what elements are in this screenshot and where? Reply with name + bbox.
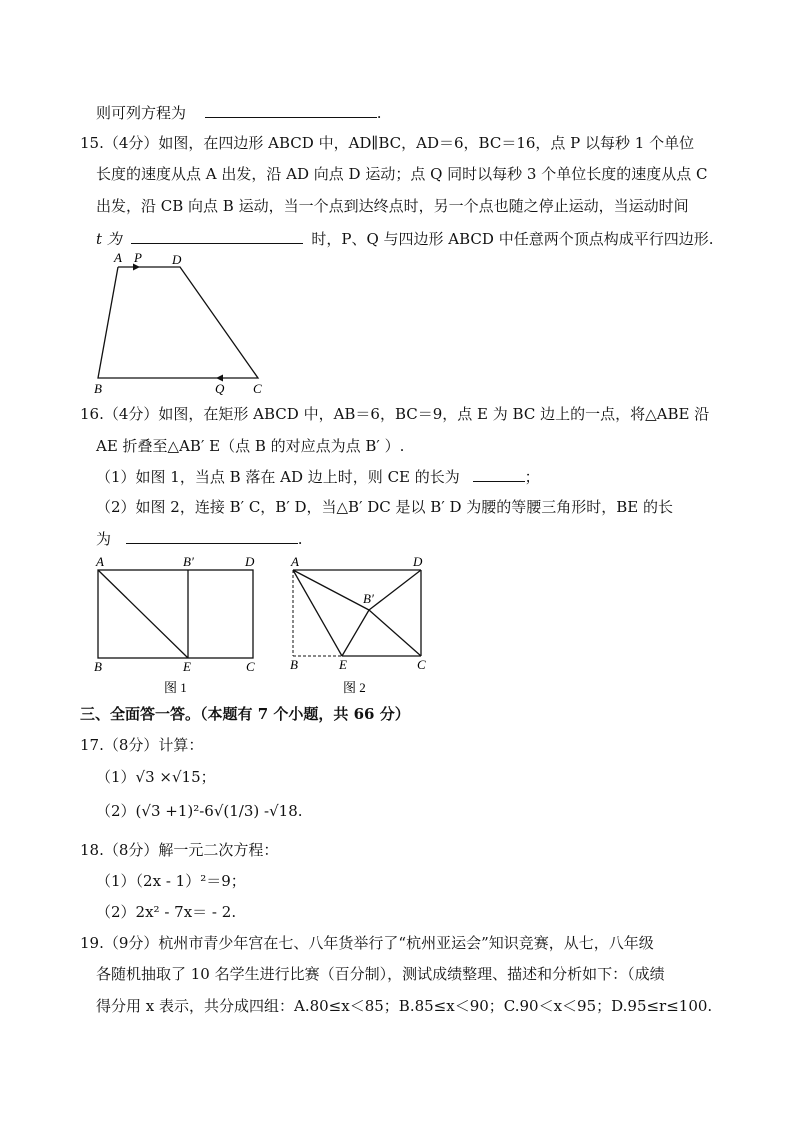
q16-part-2-cont [96,528,303,549]
fig2-C: C [417,657,426,672]
q14-continuation [96,102,382,123]
q15-line-4 [96,228,713,249]
label-P: P [134,250,142,265]
q18-part-1: （1）（2x - 1）²＝9； [96,872,246,890]
fig1-D: D [245,554,255,569]
q16-line-1: 16.（4分）如图，在矩形 ABCD 中，AB＝6，BC＝9，点 E 为 BC 边上的一点，将△ABE 沿 [80,405,710,423]
rect-ABCD [98,570,253,658]
q15-line-2: 长度的速度从点 A 出发，沿 AD 向点 D 运动；点 Q 同时以每秒 3 个单位长度的速度从点 C [96,165,708,183]
fold-line-AE [98,570,188,658]
q17-title: 17.（8分）计算： [80,736,204,754]
fig1-Bp: B′ [183,554,194,569]
q16-part-2-end: . [297,530,303,548]
label-D: D [172,252,182,267]
q17-part-1: （1）√3 ×√15； [96,768,216,786]
q19-line-3: 得分用 x 表示，共分成四组：A.80≤x＜85；B.85≤x＜90；C.90＜x＜95；D.95≤r≤100. [96,997,713,1015]
q15-line-1: 15.（4分）如图，在四边形 ABCD 中，AD∥BC，AD＝6，BC＝16，点 P 以每秒 1 个单位 [80,134,695,152]
q16-part-1-end: ； [524,468,540,486]
q16-part-2-lead: 为 [96,530,112,548]
q16-line-2: AE 折叠至△AB′ E（点 B 的对应点为点 B′ ）. [96,437,405,455]
q14-text: 则可列方程为 [96,104,187,122]
segment-BpC [369,610,421,656]
q15-t-label: t 为 [96,230,122,248]
q17-part-2: （2）(√3 +1)²-6√(1/3) -√18. [96,802,303,820]
q16-part-1 [96,466,540,487]
q16-part-1-text: （1）如图 1，当点 B 落在 AD 边上时，则 CE 的长为 [96,468,460,486]
q18-title: 18.（8分）解一元二次方程： [80,841,279,859]
q16-part-1-blank[interactable] [473,466,525,482]
fig1-E: E [183,659,191,674]
fig2-E: E [339,657,347,672]
label-C: C [253,381,262,396]
q15-answer-blank[interactable] [131,228,303,244]
label-A: A [114,250,122,265]
q14-answer-blank[interactable] [205,102,377,118]
fig1-caption: 图 1 [164,680,187,695]
q16-part-2: （2）如图 2，连接 B′ C，B′ D，当△B′ DC 是以 B′ D 为腰的等腰三角形时，BE 的长 [96,498,674,516]
fig2-Bp: B′ [363,591,374,606]
q15-trapezoid-figure [88,248,278,396]
q15-line-3: 出发，沿 CB 向点 B 运动，当一个点到达终点时，另一个点也随之停止运动，当运动时间 [96,197,689,215]
fig1-A: A [96,554,104,569]
q14-period: . [376,104,382,122]
q19-line-2: 各随机抽取了 10 名学生进行比赛（百分制），测试成绩整理、描述和分析如下：（成绩 [96,965,665,983]
label-B: B [94,381,102,396]
q19-line-1: 19.（9分）杭州市青少年宫在七、八年货举行了“杭州亚运会”知识竞赛，从七，八年级 [80,934,654,952]
fig2-A: A [291,554,299,569]
q18-part-2: （2）2x² - 7x＝ - 2. [96,903,237,921]
segment-BpD [369,570,421,610]
q15-line-4-tail: 时，P、Q 与四边形 ABCD 中任意两个顶点构成平行四边形. [311,230,714,248]
label-Q: Q [215,381,225,396]
fig1-C: C [246,659,255,674]
fig2-B: B [290,657,298,672]
section-3-heading: 三、全面答一答。（本题有 7 个小题，共 66 分） [80,705,410,723]
trapezoid-outline [98,267,258,378]
fig2-D: D [413,554,423,569]
q16-figure-1 [90,553,270,698]
fig1-B: B [94,659,102,674]
fig2-caption: 图 2 [343,680,366,695]
segment-EBp [342,610,369,656]
q16-part-2-blank[interactable] [126,528,298,544]
q16-figure-2 [286,553,436,698]
